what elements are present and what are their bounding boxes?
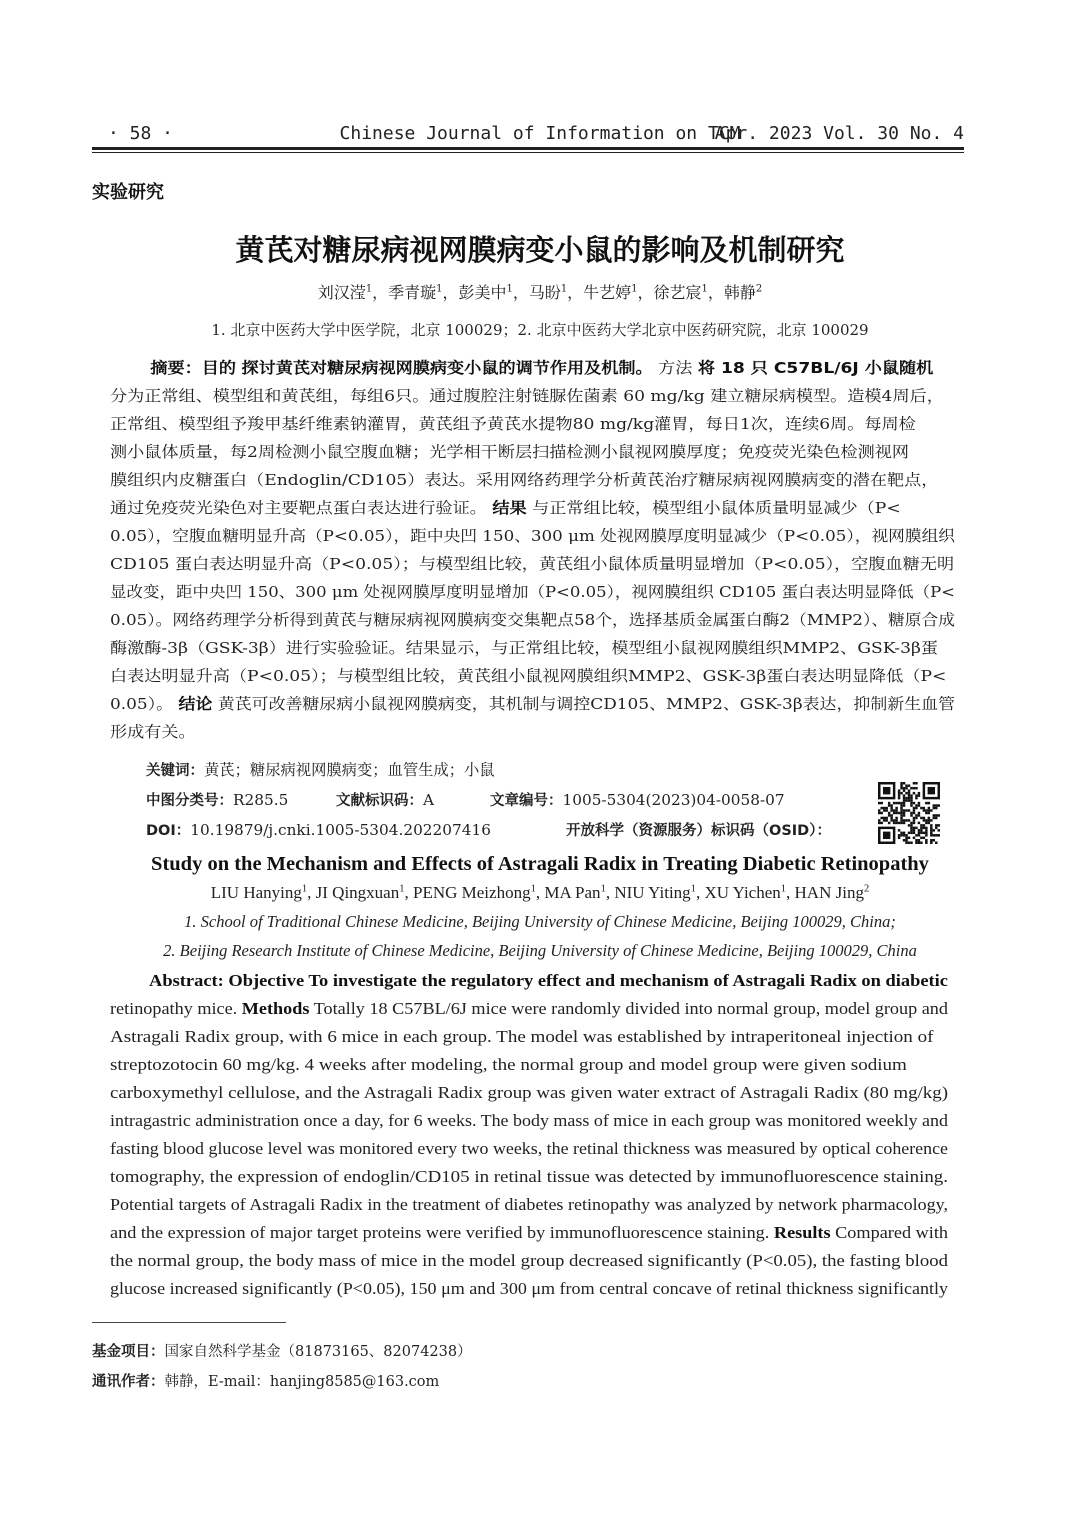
author-affil-marker: 1: [690, 883, 696, 895]
cn-doi: [146, 816, 491, 844]
author-affil-marker: 1: [436, 283, 443, 295]
issue-info: Apr. 2023 Vol. 30 No. 4: [714, 123, 964, 144]
abstract-line: [110, 410, 1056, 438]
abstract-line: [110, 1023, 1049, 1051]
abstract-line: [110, 967, 1019, 995]
abstract-line: [110, 578, 1021, 606]
doi-label: DOI：: [146, 823, 191, 839]
abstract-heading: Results: [773, 1223, 831, 1242]
abstract-heading: 结果: [492, 499, 527, 517]
abstract-text: Totally 18 C57BL/6J mice were randomly divided into normal group, model group and: [309, 999, 948, 1018]
abstract-heading: 摘要：目的: [150, 359, 236, 377]
abstract-line: [110, 1219, 1008, 1247]
abstract-line: [110, 634, 1056, 662]
abstract-text: 正常组、模型组予羧甲基纤维素钠灌胃，黄芪组予黄芪水提物80 mg/kg灌胃，每日1次，连续6周。每周检: [110, 415, 916, 433]
article-no-label: 文章编号：: [490, 793, 563, 809]
author-name: HAN Jing: [794, 883, 864, 902]
abstract-text: 方法: [658, 359, 693, 377]
abstract-text: 形成有关。: [110, 723, 196, 741]
abstract-text: fasting blood glucose level was monitored every two weeks, the retinal thickness was measured by optical coherence: [110, 1139, 948, 1158]
abstract-heading: Methods: [241, 999, 310, 1018]
abstract-line: [110, 606, 1034, 634]
keywords-label: 关键词：: [146, 763, 204, 779]
abstract-text: Compared with: [830, 1223, 948, 1242]
abstract-text: 显改变，距中央凹 150、300 μm 处视网膜厚度明显增加（P<0.05），视网膜组织 CD105 蛋白表达明显降低（P<: [110, 583, 955, 601]
abstract-line: [110, 1079, 1042, 1107]
cn-doc-code: [336, 786, 434, 814]
fund-label: 基金项目：: [92, 1344, 165, 1360]
abstract-heading: 探讨黄芪对糖尿病视网膜病变小鼠的调节作用及机制。: [241, 359, 653, 377]
author-affil-marker: 1: [506, 283, 513, 295]
abstract-text: tomography, the expression of endoglin/CD105 in retinal tissue was detected by immunofluorescence staining.: [110, 1167, 948, 1186]
abstract-text: 0.05）。: [110, 695, 174, 713]
abstract-text: 黄芪可改善糖尿病小鼠视网膜病变，其机制与调控CD105、MMP2、GSK-3β表达，抑制新生血管: [217, 695, 955, 713]
abstract-text: and the expression of major target proteins were verified by immunofluorescence staining.: [110, 1223, 774, 1242]
abstract-text: 酶激酶-3β（GSK-3β）进行实验验证。结果显示，与正常组比较，模型组小鼠视网膜组织MMP2、GSK-3β蛋: [110, 639, 939, 657]
cn-abstract: [110, 354, 955, 746]
abstract-line: [110, 550, 1056, 578]
abstract-heading: 结论: [178, 695, 213, 713]
cn-article-no: [490, 786, 785, 814]
abstract-line: [110, 1191, 998, 1219]
clc-label: 中图分类号：: [146, 793, 233, 809]
cn-keywords: [146, 756, 495, 784]
author-affil-marker: 1: [600, 883, 606, 895]
abstract-text: intragastric administration once a day, for 6 weeks. The body mass of mice in each group was monitored weekly and: [110, 1111, 948, 1130]
abstract-text: glucose increased significantly (P<0.05), 150 μm and 300 μm from central concave of retinal thickness significantly: [110, 1279, 948, 1298]
author-name: JI Qingxuan: [315, 883, 400, 902]
abstract-text: 通过免疫荧光染色对主要靶点蛋白表达进行验证。: [110, 499, 487, 517]
cn-osid: [566, 816, 831, 844]
abstract-line: [110, 522, 1033, 550]
author-name: NIU Yiting: [614, 883, 691, 902]
author-affil-marker: 1: [780, 883, 787, 895]
en-abstract: [110, 967, 948, 1303]
abstract-line: [110, 382, 1056, 410]
doc-code-label: 文献标识码：: [336, 793, 423, 809]
doc-code-value: A: [423, 791, 435, 809]
abstract-line: [110, 690, 1045, 718]
qr-code-icon: [878, 782, 940, 844]
author-affil-marker: 1: [365, 283, 373, 295]
en-affiliation-1: 1. School of Traditional Chinese Medicine, Beijing University of Chinese Medicine, Beijing 100029, China;: [184, 912, 896, 931]
en-title: Study on the Mechanism and Effects of Astragali Radix in Treating Diabetic Retinopathy: [151, 853, 929, 875]
abstract-heading: To investigate the regulatory effect and mechanism of Astragali Radix on diabetic: [304, 971, 948, 990]
abstract-line: [110, 995, 1006, 1023]
article-no-value: 1005-5304(2023)04-0058-07: [562, 791, 785, 809]
abstract-line: [110, 1247, 1035, 1275]
author-name: 刘汉滢: [317, 283, 366, 302]
abstract-text: 与正常组比较，模型组小鼠体质量明显减少（P<: [532, 499, 901, 517]
author-affil-marker: 1: [631, 283, 638, 295]
fund-footnote: [92, 1340, 472, 1361]
en-affiliation-2: 2. Beijing Research Institute of Chinese Medicine, Beijing University of Chinese Medicine, Beijing 100029, China: [163, 941, 917, 960]
author-name: 季青璇: [388, 283, 437, 302]
abstract-text: 分为正常组、模型组和黄芪组，每组6只。通过腹腔注射链脲佐菌素 60 mg/kg 建立糖尿病模型。造模4周后，: [110, 387, 944, 405]
clc-value: R285.5: [233, 791, 289, 809]
cn-classification: [146, 786, 288, 814]
abstract-text: Potential targets of Astragali Radix in the treatment of diabetes retinopathy was analyzed by network pharmacology,: [110, 1195, 948, 1214]
abstract-line: [110, 718, 1056, 746]
abstract-line: [110, 1135, 993, 1163]
header-rule-thick: [92, 147, 964, 150]
abstract-text: streptozotocin 60 mg/kg. 4 weeks after modeling, the normal group and model group were given sodium: [110, 1055, 907, 1074]
journal-name: Chinese Journal of Information on TCM: [339, 123, 741, 144]
author-affil-marker: 2: [755, 283, 763, 295]
section-label: 实验研究: [92, 182, 164, 203]
header-rule-thin: [92, 152, 964, 153]
abstract-text: retinopathy mice.: [110, 999, 242, 1018]
abstract-text: Astragali Radix group, with 6 mice in each group. The model was established by intraperitoneal injection of: [110, 1027, 934, 1046]
corr-value: 韩静，E-mail：hanjing8585@163.com: [164, 1374, 440, 1390]
abstract-line: [110, 466, 1056, 494]
abstract-text: carboxymethyl cellulose, and the Astragali Radix group was given water extract of Astragali Radix (80 mg/kg): [110, 1083, 948, 1102]
author-affil-marker: 1: [301, 883, 308, 895]
author-name: 牛艺婷: [583, 283, 632, 302]
author-name: MA Pan: [544, 883, 601, 902]
abstract-text: CD105 蛋白表达明显升高（P<0.05）；与模型组比较，黄芪组小鼠体质量明显增加（P<0.05），空腹血糖无明: [110, 555, 955, 573]
keywords-value: 黄芪；糖尿病视网膜病变；血管生成；小鼠: [204, 761, 495, 779]
abstract-line: [110, 1275, 999, 1303]
author-affil-marker: 1: [701, 283, 708, 295]
abstract-line: [110, 438, 1056, 466]
abstract-text: 0.05）。网络药理学分析得到黄芪与糖尿病视网膜病变交集靶点58个，选择基质金属蛋白酶2（MMP2）、糖原合成: [110, 611, 955, 629]
abstract-line: [110, 662, 1056, 690]
author-name: 韩静: [723, 283, 756, 302]
abstract-heading: 将 18 只 C57BL/6J 小鼠随机: [697, 359, 934, 377]
author-name: 马盼: [528, 283, 561, 302]
fund-value: 国家自然科学基金（81873165、82074238）: [164, 1344, 472, 1360]
cn-affiliations: 1. 北京中医药大学中医学院，北京 100029；2. 北京中医药大学北京中医药研究院，北京 100029: [211, 321, 869, 339]
abstract-text: 白表达明显升高（P<0.05）；与模型组比较，黄芪组小鼠视网膜组织MMP2、GSK-3β蛋白表达明显降低（P<: [110, 667, 947, 685]
cn-authors: 刘汉滢$^1$，季青璇$^1$，彭美中$^1$，马盼$^1$，牛艺婷$^1$，徐艺宸$^1$，韩静$^2$: [317, 283, 763, 302]
author-affil-marker: 1: [560, 283, 568, 295]
author-name: PENG Meizhong: [413, 883, 531, 902]
author-affil-marker: 1: [399, 883, 405, 895]
abstract-line: [110, 1163, 1042, 1191]
osid-label: 开放科学（资源服务）标识码（OSID）：: [566, 823, 831, 839]
abstract-line: [110, 1051, 1049, 1079]
abstract-text: 0.05），空腹血糖明显升高（P<0.05），距中央凹 150、300 μm 处视网膜厚度明显减少（P<0.05），视网膜组织: [110, 527, 955, 545]
corresponding-author-footnote: [92, 1370, 439, 1391]
footnote-rule: [92, 1322, 286, 1323]
abstract-heading: Abstract: Objective: [149, 971, 305, 990]
author-name: XU Yichen: [704, 883, 781, 902]
author-affil-marker: 2: [863, 883, 870, 895]
author-name: 彭美中: [458, 283, 507, 302]
abstract-text: 膜组织内皮糖蛋白（Endoglin/CD105）表达。采用网络药理学分析黄芪治疗糖尿病视网膜病变的潜在靶点，: [110, 471, 939, 489]
en-authors: LIU Hanying$^1$, JI Qingxuan$^1$, PENG Meizhong$^1$, MA Pan$^1$, NIU Yiting$^1$, XU Yichen$^1$, HAN Jing$^2$: [210, 883, 870, 902]
author-name: LIU Hanying: [210, 883, 302, 902]
abstract-text: 测小鼠体质量，每2周检测小鼠空腹血糖；光学相干断层扫描检测小鼠视网膜厚度；免疫荧光染色检测视网: [110, 443, 910, 461]
author-name: 徐艺宸: [653, 283, 702, 302]
corr-label: 通讯作者：: [92, 1374, 165, 1390]
author-affil-marker: 1: [530, 883, 536, 895]
doi-value: 10.19879/j.cnki.1005-5304.202207416: [190, 821, 491, 839]
abstract-line: [110, 354, 1056, 382]
abstract-line: [110, 1107, 995, 1135]
abstract-text: the normal group, the body mass of mice in the model group decreased significantly (P<0.05), the fasting blood: [110, 1251, 948, 1270]
cn-title: 黄芪对糖尿病视网膜病变小鼠的影响及机制研究: [235, 233, 845, 267]
page-number: · 58 ·: [108, 123, 174, 144]
abstract-line: [110, 494, 1056, 522]
